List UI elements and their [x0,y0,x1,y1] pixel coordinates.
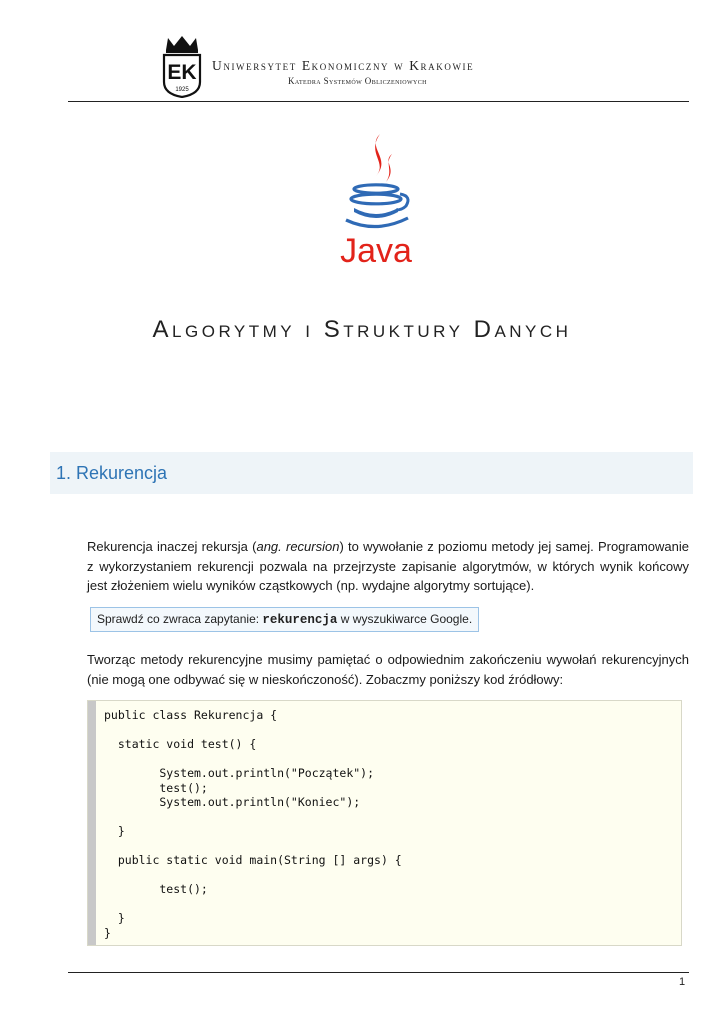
code-line: } [104,911,125,925]
department-name: Katedra Systemów Obliczeniowych [288,76,427,86]
footer-divider [68,972,689,973]
code-listing-bar [88,701,96,945]
document-header [160,36,580,100]
code-line: System.out.println("Koniec"); [104,795,361,809]
java-logo-icon [336,128,420,270]
recursion-paragraph: Tworząc metody rekurencyjne musimy pamiętać o odpowiednim zakończeniu wywołań rekurencyjnych (nie mogą one odbywać się w nieskończoność). Zobaczmy poniższy kod źródłowy: [87,652,689,687]
page-number: 1 [679,976,686,988]
intro-text-start: Rekurencja inaczej rekursja ( [87,539,257,554]
code-line: static void test() { [104,737,257,751]
code-line: } [104,824,125,838]
tip-text-end: w wyszukiwarce Google. [337,612,473,626]
code-line: public class Rekurencja { [104,708,278,722]
java-wordmark: Java [340,232,412,270]
code-line [104,810,402,825]
code-listing [87,700,682,946]
university-name: Uniwersytet Ekonomiczny w Krakowie [212,58,475,73]
intro-italic-term: ang. recursion [256,539,340,554]
code-line: test(); [104,780,208,795]
document-title: Algorytmy i Struktury Danych [152,316,572,343]
code-line [104,897,402,912]
code-line: public static void main(String [] args) { [104,853,402,867]
university-logo [160,36,204,98]
code-line: test(); [104,882,208,896]
code-line [104,868,402,883]
tip-text-start: Sprawdź co zwraca zapytanie: [97,612,263,626]
code-line [104,723,402,738]
code-line [104,839,402,854]
code-line: } [104,925,111,940]
code-line [104,752,402,767]
code-lines [104,708,402,940]
logo-letters: EK [167,61,197,84]
logo-year: 1925 [175,87,189,93]
code-line: System.out.println("Początek"); [104,766,375,780]
section-heading-band [50,452,693,494]
header-divider [68,101,689,102]
intro-paragraph [87,537,689,596]
section-heading: 1. Rekurencja [56,463,168,483]
intro-text-end: ) to wywołanie z poziomu metody jej samej. Programowanie z wykorzystaniem rekurencji pozwala na przejrzyste zapisanie algorytmów, w których wynik końcowy jest złożeniem wielu wyników cząstkowych (np. wydajne algorytmy sortujące). [87,539,690,594]
tip-box [90,607,479,632]
tip-keyword: rekurencja [262,613,338,627]
